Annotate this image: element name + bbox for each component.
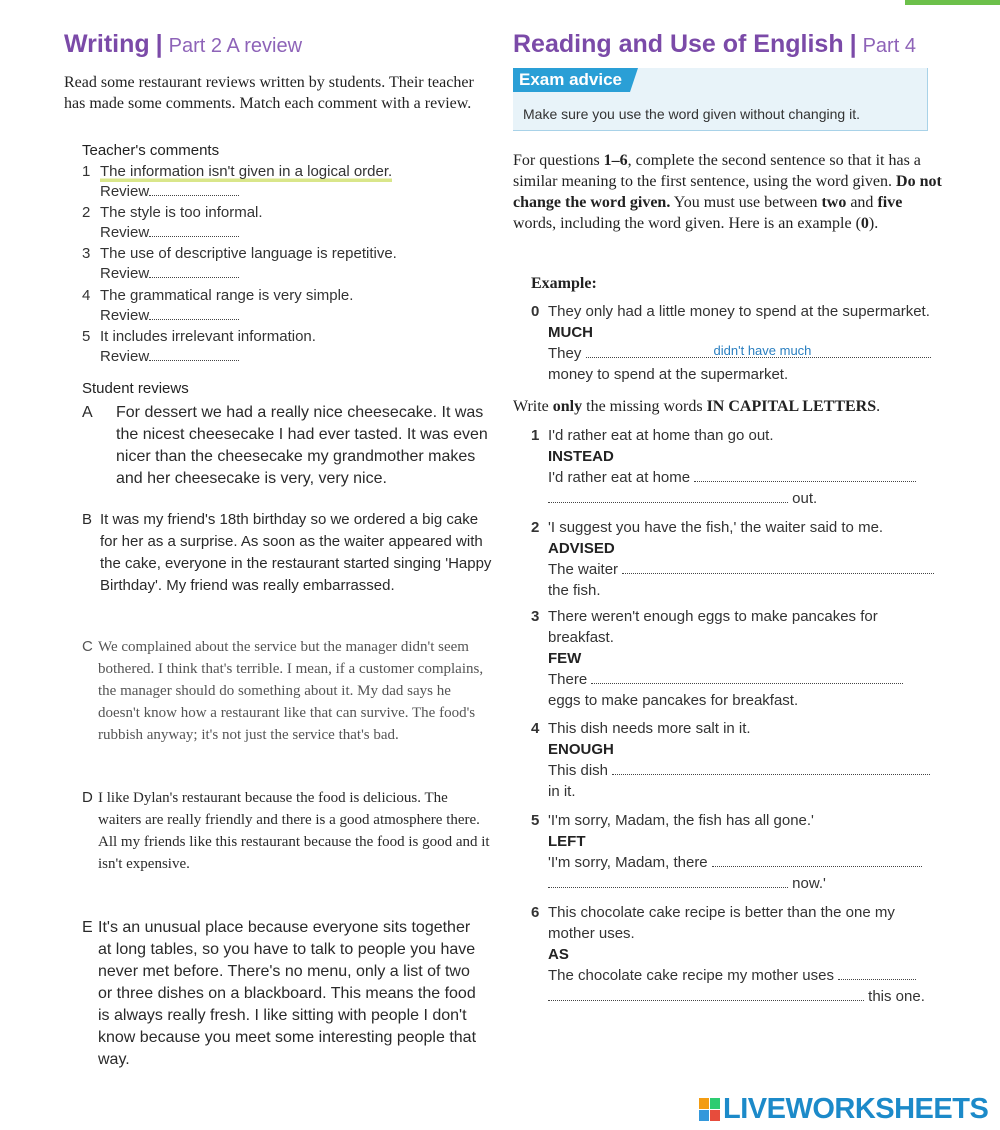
comment-number: 2 bbox=[82, 204, 91, 221]
comment-2 bbox=[82, 203, 492, 243]
question-number: 3 bbox=[531, 608, 540, 625]
writing-title-main: Writing bbox=[64, 30, 150, 58]
comment-text: The grammatical range is very simple. bbox=[100, 287, 354, 304]
writing-intro: Read some restaurant reviews written by students. Their teacher has made some comments. Match each comment with a review. bbox=[64, 74, 474, 112]
question-number: 5 bbox=[531, 812, 540, 829]
review-label: Review bbox=[100, 307, 150, 324]
review-label: Review bbox=[100, 224, 150, 241]
question-sentence: They only had a little money to spend at the supermarket. bbox=[548, 303, 930, 320]
question-sentence: 'I suggest you have the fish,' the waiter said to me. bbox=[548, 519, 884, 536]
comment-5 bbox=[82, 327, 492, 367]
answer-blank[interactable] bbox=[838, 966, 916, 980]
question-keyword: AS bbox=[548, 946, 569, 963]
review-b bbox=[82, 509, 494, 599]
answer-blank[interactable] bbox=[622, 560, 934, 574]
answer-end: eggs to make pancakes for breakfast. bbox=[548, 692, 799, 709]
example-answer: didn't have much bbox=[713, 343, 812, 358]
question-sentence: I'd rather eat at home than go out. bbox=[548, 427, 774, 444]
review-letter: E bbox=[82, 919, 93, 936]
intro-five: five bbox=[877, 194, 903, 211]
review-letter: B bbox=[82, 511, 93, 528]
review-answer-line[interactable] bbox=[100, 223, 239, 243]
write-caps: IN CAPITAL LETTERS bbox=[706, 398, 877, 415]
intro-part: ). bbox=[868, 215, 879, 232]
question-keyword: LEFT bbox=[548, 833, 586, 850]
review-label: Review bbox=[100, 265, 150, 282]
review-answer-line[interactable] bbox=[100, 264, 239, 284]
review-text: It was my friend's 18th birthday so we ordered a big cake for her as a surprise. As soon as the waiter appeared with the cake, everyone in the restaurant started singing 'Happy Birthday'. My friend was really embarrassed. bbox=[100, 511, 492, 594]
write-only: only bbox=[552, 398, 583, 415]
example-answer-blank bbox=[586, 344, 931, 358]
review-a bbox=[82, 402, 494, 492]
question-sentence: There weren't enough eggs to make pancakes for bbox=[548, 608, 878, 625]
reading-title-sub: Part 4 bbox=[862, 35, 916, 57]
write-part: the missing words bbox=[582, 398, 707, 415]
comment-number: 5 bbox=[82, 328, 91, 345]
answer-line[interactable] bbox=[548, 965, 916, 986]
answer-blank[interactable] bbox=[591, 670, 903, 684]
logo-blocks-icon bbox=[699, 1098, 721, 1122]
title-separator: | bbox=[155, 30, 163, 58]
exam-advice-box bbox=[513, 68, 928, 131]
answer-blank[interactable] bbox=[612, 761, 930, 775]
answer-start: They bbox=[548, 345, 582, 362]
answer-line[interactable] bbox=[548, 760, 930, 781]
answer-end: the fish. bbox=[548, 582, 601, 599]
intro-range: 1–6 bbox=[603, 152, 628, 169]
reviews-heading: Student reviews bbox=[82, 380, 189, 397]
question-keyword: MUCH bbox=[548, 324, 593, 341]
reading-title-main: Reading and Use of English bbox=[513, 30, 844, 58]
question-keyword: ENOUGH bbox=[548, 741, 614, 758]
intro-part: For questions bbox=[513, 152, 604, 169]
answer-blank[interactable] bbox=[548, 489, 788, 503]
answer-blank[interactable] bbox=[548, 987, 864, 1001]
question-3 bbox=[531, 606, 951, 711]
question-1 bbox=[531, 425, 951, 509]
question-number: 6 bbox=[531, 904, 540, 921]
intro-part: and bbox=[846, 194, 878, 211]
example-answer-line bbox=[548, 343, 931, 364]
review-label: Review bbox=[100, 348, 150, 365]
review-d bbox=[82, 787, 494, 897]
comment-1 bbox=[82, 162, 492, 202]
comment-text: The style is too informal. bbox=[100, 204, 263, 221]
question-sentence-2: mother uses. bbox=[548, 925, 635, 942]
answer-start: 'I'm sorry, Madam, there bbox=[548, 854, 708, 871]
answer-blank[interactable] bbox=[712, 853, 922, 867]
answer-line[interactable] bbox=[548, 559, 934, 580]
comment-number: 4 bbox=[82, 287, 91, 304]
question-2 bbox=[531, 517, 951, 601]
answer-end: now.' bbox=[792, 875, 826, 892]
question-4 bbox=[531, 718, 951, 802]
answer-line-2[interactable] bbox=[548, 488, 817, 509]
question-sentence: 'I'm sorry, Madam, the fish has all gone.' bbox=[548, 812, 814, 829]
answer-blank[interactable] bbox=[149, 223, 239, 237]
intro-part: words, including the word given. Here is an example ( bbox=[513, 215, 861, 232]
review-text: I like Dylan's restaurant because the food is delicious. The waiters are really friendly and there is a good atmosphere there. All my friends like this restaurant because the food is good and it isn't expensive. bbox=[98, 790, 490, 872]
example-question bbox=[531, 301, 951, 385]
question-number: 1 bbox=[531, 427, 540, 444]
answer-blank[interactable] bbox=[694, 468, 916, 482]
question-number: 4 bbox=[531, 720, 540, 737]
answer-blank[interactable] bbox=[149, 264, 239, 278]
answer-line-2[interactable] bbox=[548, 986, 925, 1007]
review-text: We complained about the service but the manager didn't seem bothered. I think that's terrible. I mean, if a customer complains, the manager should do something about it. My dad says he doesn't know how a restaurant like that can survive. The food's rubbish anyway; it's not just the service that's bad. bbox=[98, 639, 484, 743]
question-number: 0 bbox=[531, 303, 540, 320]
question-number: 2 bbox=[531, 519, 540, 536]
answer-line-2[interactable] bbox=[548, 873, 826, 894]
intro-part: , complete the second sentence so that it has a similar meaning to the first sentence, using the word given. bbox=[513, 152, 921, 190]
question-sentence: This dish needs more salt in it. bbox=[548, 720, 751, 737]
review-text: It's an unusual place because everyone sits together at long tables, so you have to talk to people you have never met before. There's no menu, only a list of two or three dishes on a blackboard. This means the food is always really fresh. I like sitting with people I don't know because you meet some interesting people that way. bbox=[98, 919, 477, 1068]
question-keyword: FEW bbox=[548, 650, 582, 667]
answer-start: The waiter bbox=[548, 561, 619, 578]
answer-start: I'd rather eat at home bbox=[548, 469, 691, 486]
comment-text: It includes irrelevant information. bbox=[100, 328, 316, 345]
comment-number: 1 bbox=[82, 163, 91, 180]
reading-title bbox=[513, 30, 916, 59]
review-letter: D bbox=[82, 789, 93, 806]
answer-start: There bbox=[548, 671, 588, 688]
answer-start: The chocolate cake recipe my mother uses bbox=[548, 967, 834, 984]
question-sentence: This chocolate cake recipe is better than the one my bbox=[548, 904, 895, 921]
logo-text: LIVEWORKSHEETS bbox=[723, 1093, 989, 1125]
answer-start: This dish bbox=[548, 762, 609, 779]
exam-advice-text: Make sure you use the word given without changing it. bbox=[523, 106, 860, 122]
writing-title bbox=[64, 30, 302, 59]
review-text: For dessert we had a really nice cheesecake. It was the nicest cheesecake I had ever tasted. It was even nicer than the cheesecake my grandmother makes and her cheesecake is very, very nice. bbox=[116, 404, 488, 487]
comment-4 bbox=[82, 286, 492, 326]
comment-text: The information isn't given in a logical order. bbox=[100, 163, 393, 180]
answer-end: money to spend at the supermarket. bbox=[548, 366, 789, 383]
intro-two: two bbox=[821, 194, 847, 211]
review-label: Review bbox=[100, 183, 150, 200]
answer-line[interactable] bbox=[548, 852, 922, 873]
review-answer-line[interactable] bbox=[100, 347, 239, 367]
intro-part: You must use between bbox=[670, 194, 822, 211]
comments-heading: Teacher's comments bbox=[82, 142, 220, 159]
write-part: Write bbox=[513, 398, 553, 415]
write-part: . bbox=[876, 398, 881, 415]
answer-end: this one. bbox=[868, 988, 925, 1005]
reading-intro bbox=[513, 150, 948, 234]
answer-blank[interactable] bbox=[548, 874, 788, 888]
comment-number: 3 bbox=[82, 245, 91, 262]
write-instruction bbox=[513, 398, 880, 416]
intro-zero: 0 bbox=[860, 215, 869, 232]
question-keyword: INSTEAD bbox=[548, 448, 614, 465]
review-c bbox=[82, 636, 494, 771]
question-keyword: ADVISED bbox=[548, 540, 615, 557]
question-6 bbox=[531, 902, 951, 1007]
answer-blank[interactable] bbox=[149, 347, 239, 361]
title-separator: | bbox=[849, 30, 857, 58]
intro-bold: Do not change the word given. bbox=[513, 173, 942, 211]
review-answer-line[interactable] bbox=[100, 306, 239, 326]
top-accent-bar bbox=[905, 0, 1000, 5]
answer-end: out. bbox=[792, 490, 818, 507]
writing-title-sub: Part 2 A review bbox=[168, 35, 303, 57]
question-5 bbox=[531, 810, 951, 894]
review-answer-line[interactable] bbox=[100, 182, 239, 202]
liveworksheets-logo bbox=[699, 1092, 999, 1128]
review-letter: A bbox=[82, 404, 93, 421]
review-e bbox=[82, 917, 494, 1097]
example-heading: Example: bbox=[531, 275, 597, 292]
review-letter: C bbox=[82, 638, 93, 655]
answer-end: in it. bbox=[548, 783, 576, 800]
exam-advice-heading: Exam advice bbox=[513, 68, 630, 92]
comment-3 bbox=[82, 244, 492, 284]
answer-blank[interactable] bbox=[149, 182, 239, 196]
answer-line[interactable] bbox=[548, 467, 916, 488]
question-sentence-2: breakfast. bbox=[548, 629, 614, 646]
comment-text: The use of descriptive language is repetitive. bbox=[100, 245, 397, 262]
answer-line[interactable] bbox=[548, 669, 903, 690]
answer-blank[interactable] bbox=[149, 306, 239, 320]
